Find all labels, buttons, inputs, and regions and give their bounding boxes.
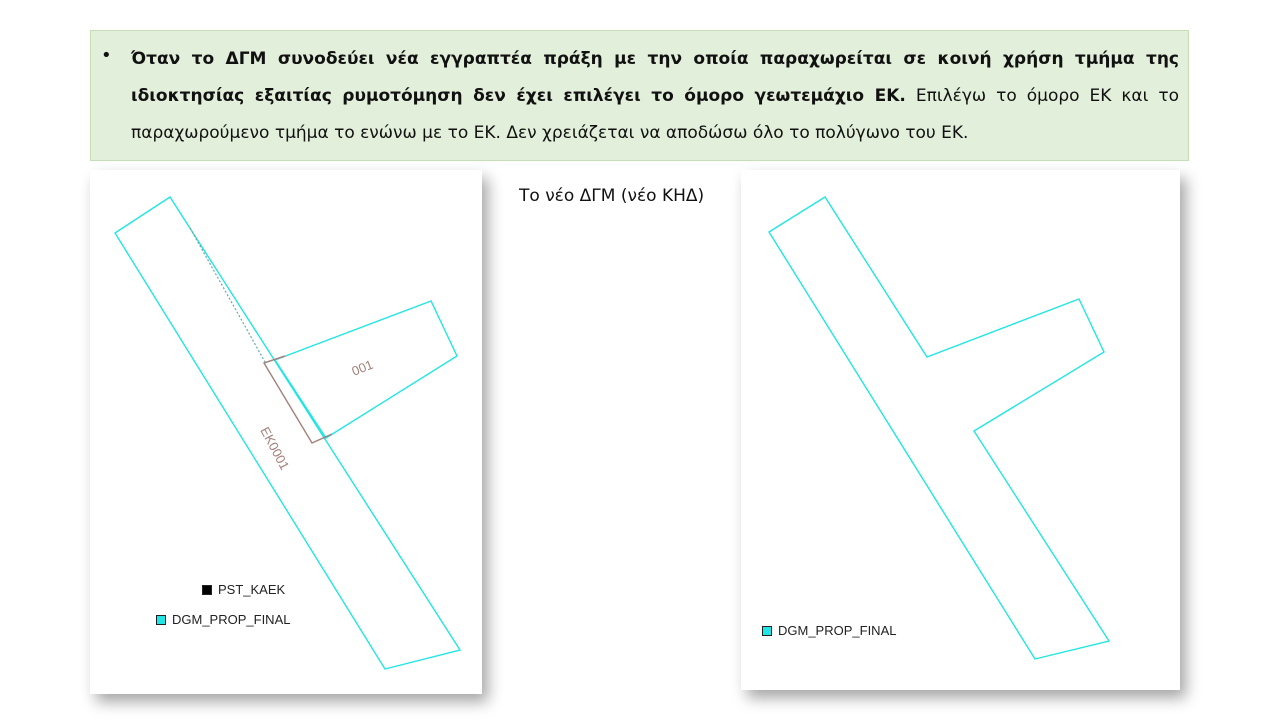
instruction-note [90, 30, 1189, 161]
legend-item-pst-kaek [202, 582, 285, 597]
road-label: EK0001 [257, 424, 293, 473]
legend-label-dgm-prop-final: DGM_PROP_FINAL [172, 612, 291, 627]
map-panel-before [90, 170, 482, 694]
instruction-normal-text: Επιλέγω το όμορο ΕΚ και το παραχωρούμενο τμήμα το ενώνω με το ΕΚ. Δεν χρειάζεται να αποδώσω όλο το πολύγωνο του ΕΚ. [131, 86, 1180, 143]
instruction-text [131, 41, 1179, 152]
parcel-label: 001 [349, 356, 376, 379]
bullet-marker: • [101, 45, 112, 66]
road-edge-dashed [190, 228, 265, 362]
merged-polygon [769, 197, 1109, 659]
map-canvas-after [741, 170, 1180, 690]
legend-label-pst-kaek: PST_KAEK [218, 582, 286, 597]
legend-item-dgm-prop-final [156, 612, 290, 627]
instruction-bold-text: Όταν το ΔΓΜ συνοδεύει νέα εγγραπτέα πράξη με την οποία παραχωρείται σε κοινή χρήση τμήμα της ιδιοκτησίας εξαιτίας ρυμοτόμηση δεν έχει επιλέγει το όμορο γεωτεμάχιο ΕΚ. [131, 49, 1179, 106]
legend-swatch-dgm-prop-final [156, 615, 166, 625]
legend-swatch-pst-kaek [202, 585, 212, 595]
legend-label-dgm-prop-final-right: DGM_PROP_FINAL [778, 623, 897, 638]
legend-swatch-dgm-prop-final-right [762, 626, 772, 636]
legend-item-dgm-prop-final-right [762, 623, 896, 638]
map-panel-after [741, 170, 1180, 690]
caption-new-dgm: Το νέο ΔΓΜ (νέο ΚΗΔ) [519, 186, 705, 206]
road-polygon [115, 197, 460, 669]
